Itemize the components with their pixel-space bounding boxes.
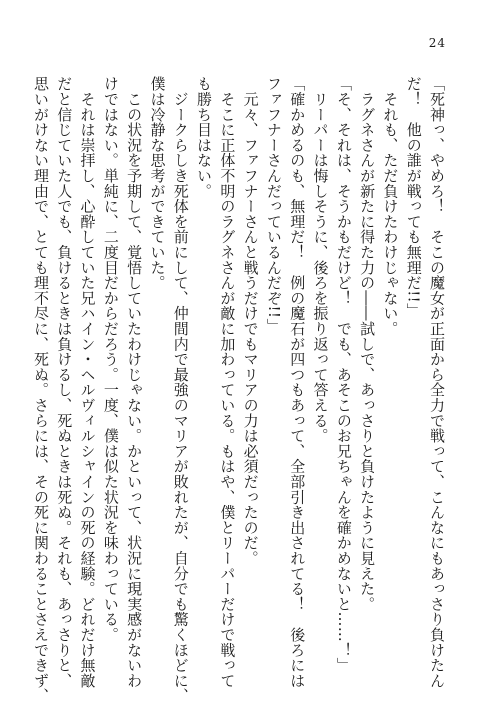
text-line: けではない。単純に、二度目だからだろう。一度、僕は似た状況を味わっている。 (101, 76, 120, 643)
text-line: だと信じていた人でも、負けるときは負けるし、死ぬときは死ぬ。それも、あっさりと、 (55, 76, 74, 688)
text-line: そこに正体不明のラグネさんが敵に加わっている。もはや、僕とリーパーだけで戦って (218, 76, 237, 688)
text-line: ファフナーさんだっているんだぞ!!」 (264, 76, 283, 334)
text-line: 「死神っ、やめろ！ そこの魔女が正面から全力で戦って、こんなにもあっさり負けたん (428, 76, 446, 688)
text-line: 元々、ファフナーさんと戦うだけでもマリアの力は必須だったのだ。 (241, 76, 260, 566)
text-line: ジークらしき死体を前にして、仲間内で最強のマリアが敗れたが、自分でも驚くほどに、 (171, 76, 190, 704)
text-line: だ！ 他の誰が戦っても無理だ!!」 (404, 76, 423, 319)
text-line: ラグネさんが新たに得た力の――試しで、あっさりと負けたように見えた。 (358, 76, 377, 612)
page-number: 24 (428, 36, 446, 50)
text-line: それも、ただ負けたわけじゃない。 (381, 76, 400, 337)
text-line: 「確かめるのも、無理だ！ 例の魔石が四つもあって、全部引き出されてる！ 後ろには (288, 76, 307, 688)
body-text (31, 76, 448, 704)
text-line: 「そ、それは、そうかもだけど！ でも、あそこのお兄ちゃんを確かめないと……！」 (334, 76, 353, 673)
text-line: 思いがけない理由で、とても理不尽に、死ぬ。さらには、その死に関わることさえできず、 (31, 76, 50, 704)
text-line: も勝ち目はない。 (195, 76, 214, 199)
text-line: この状況を予期して、覚悟していたわけじゃない。かといって、状況に現実感がないわ (125, 76, 144, 688)
text-line: 僕は冷静な思考ができていた。 (148, 76, 167, 291)
text-line: それは崇拝し、心酔していた兄ハイン・ヘルヴィルシャインの死の経験。どれだけ無敵 (78, 76, 97, 688)
text-line: リーパーは悔しそうに、後ろを振り返って答える。 (311, 76, 330, 444)
